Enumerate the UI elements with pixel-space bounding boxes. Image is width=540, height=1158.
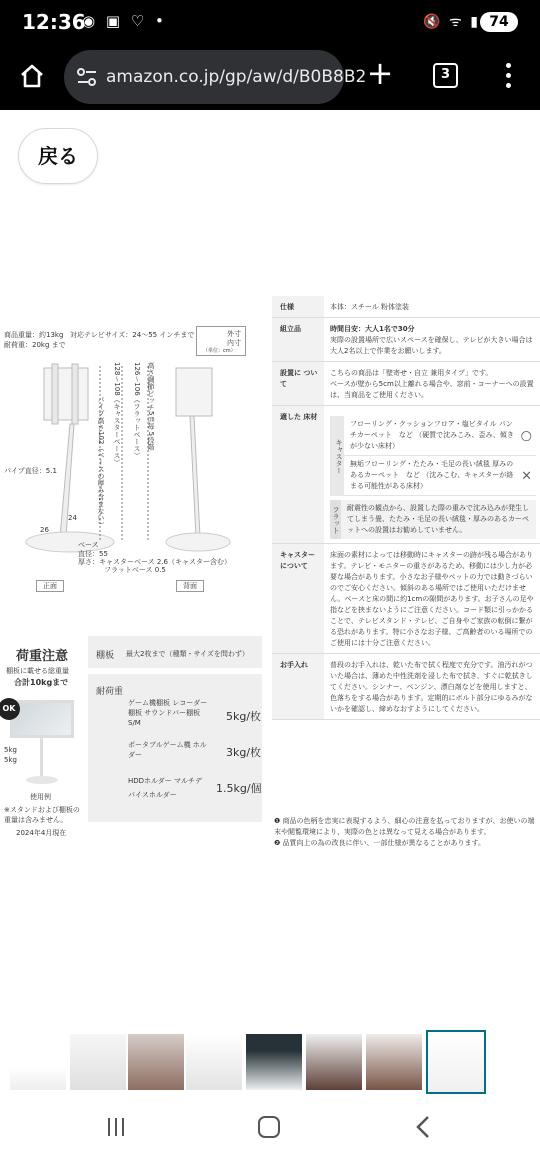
product-image[interactable] (0, 292, 540, 852)
shelf-value: 最大2枚まで（種類・サイズを問わず） (126, 650, 249, 658)
caster-item-text: フローリング・クッションフロア・塩ビタイル パンチカーペット など （硬質で沈みこみ、歪み、傾き が少ない床材） (350, 420, 514, 450)
load-total: 合計10kgまで (14, 678, 69, 687)
pipe-height-text: パイプ高さ102（ベースの厚み含まない） (97, 396, 105, 529)
clock: 12:36 (22, 10, 86, 34)
weight-item-text: ゲーム機棚板 レコーダー棚板 サウンドバー棚板S/M (128, 699, 208, 727)
legend-inner: 内寸 (227, 339, 241, 347)
thumbnail-selected[interactable] (426, 1030, 486, 1094)
spec-value: 床面の素材によっては移動時にキャスターの跡が残る場合があります。テレビ・モニターの重さがあるため、移動には少し力が必要な場合があります。小さなお子様やペットの力では動きづらいのでご安心ください。傾斜のある場所ではご使用いただけません。ベースと床の間に約1cmの隙間があります。お子さんの足や指などを挟まないようにご注意ください。コード類に引っかかることで、テレビスタンド・テレビ、ご自身やご家族の転倒に繋がる恐れがあります。特に小さなお子様、ご高齢者のいる場所でのご使用には十分ご注意ください。 (330, 551, 534, 647)
spec-value-main: こちらの商品は「壁寄せ・自立 兼用タイプ」です。 (330, 369, 493, 377)
front-label: 正面 (36, 580, 64, 592)
weight-item-text: HDDホルダー マルチデバイスホルダー (128, 777, 202, 799)
thumbnail[interactable] (10, 1034, 66, 1090)
tab-switcher-button[interactable]: 3 (433, 63, 458, 88)
thumbnail[interactable] (366, 1034, 422, 1090)
spec-value: 普段のお手入れは、乾いた布で拭く程度で充分です。油汚れがついた場合は、薄めた中性洗剤を浸した布で拭き、すぐに乾拭きしてください。シンナー、ベンジン、漂白剤などを使用しますと、色落ちをする場合があります。定期的にボルト部分にゆるみがないかを確認し、締めなおすようにしてください。 (330, 661, 533, 713)
note: ❶ 商品の色柄を忠実に表現するよう、細心の注意を払っておりますが、お使いの端末や閲覧環境により、実際の色とは異なって見える場合があります。 (274, 817, 535, 836)
weight-panel (88, 674, 262, 822)
caster-item (344, 456, 536, 496)
circle-mark-icon: ○ (520, 428, 532, 443)
caster-label: キャスター (330, 416, 344, 496)
spec-value (324, 362, 540, 405)
weight-text: 商品重量：約13kg (4, 331, 64, 339)
overflow-menu-icon[interactable] (498, 60, 518, 92)
spec-row (272, 296, 540, 318)
spec-value-detail: 実際の設置場所で広いスペースを確保し、テレビが大きい場合は大人2名以上で作業をお願いします。 (330, 336, 533, 355)
weight-label: 耐荷重 (96, 687, 124, 697)
stand-base (26, 776, 58, 784)
spec-value-detail: ベースが壁から5cm以上離れる場合や、窓前・コーナーへの設置は、当商品をご使用ください。 (330, 380, 534, 399)
back-arrow-icon[interactable] (414, 1114, 432, 1140)
note: ❷ 品質向上の為の改良に伴い、一部仕様が異なることがあります。 (274, 839, 485, 847)
thumbnail[interactable] (186, 1034, 242, 1090)
caster-item (344, 416, 536, 456)
spec-row (272, 654, 540, 720)
spec-value: 本体：スチール 粉体塗装 (330, 303, 409, 311)
flat-text: 耐震性の観点から、設置した際の重みで沈み込みが発生してしまう畳、たたみ・毛足の長い絨毯・厚みのあるカーペットへの設置はお勧めしていません。 (347, 504, 529, 534)
thickness-caster: 厚さ：キャスターベース 2.6（キャスター含む） (78, 558, 232, 566)
browser-toolbar (0, 44, 540, 110)
thumbnail[interactable] (70, 1034, 126, 1090)
new-tab-icon[interactable]: + (366, 54, 394, 92)
ok-badge: OK (0, 698, 20, 720)
unit-legend (196, 326, 246, 356)
cross-mark-icon: × (521, 468, 532, 483)
pipe-diameter-text: パイプ直径：5.1 (4, 467, 57, 475)
spec-value-bold: 時間目安：大人1名で30分 (330, 325, 415, 333)
spec-value (324, 318, 540, 361)
pitch-text: 高さ調節ピッチ5㎝毎 5段階 (147, 362, 155, 451)
spec-row-floor (272, 406, 540, 544)
thickness-flat: フラットベース 0.5 (104, 566, 166, 574)
caster-box (330, 416, 536, 496)
home-icon[interactable] (18, 62, 46, 90)
flat-box (330, 500, 536, 539)
kg-label: 5kg (4, 756, 17, 764)
status-bar (0, 0, 540, 44)
spec-table (272, 296, 540, 720)
shelf-panel (88, 636, 262, 668)
back-button[interactable]: 戻る (18, 128, 98, 184)
spec-value (324, 406, 540, 543)
thumbnail[interactable] (128, 1034, 184, 1090)
footnote: ※スタンドおよび棚板の重量は含みません。 (4, 806, 80, 824)
spec-key: 適した 床材 (272, 406, 324, 543)
load-subtitle: 棚板に載せる総重量 (6, 667, 69, 675)
spec-row (272, 362, 540, 406)
dim-24: 24 (68, 514, 77, 522)
kg-label: 5kg (4, 746, 17, 754)
caster-items (344, 416, 536, 496)
load-panel (0, 642, 268, 842)
example-label: 使用例 (30, 793, 51, 801)
weight-item-text: ポータブルゲーム機 ホルダー (128, 741, 207, 759)
battery-icon: 74 (480, 12, 518, 32)
spec-key: お手入れ (272, 654, 324, 719)
system-nav-bar (0, 1100, 540, 1158)
notification-icons: ◉ ▣ ♡ • (82, 12, 167, 30)
spec-row (272, 318, 540, 362)
back-label: 背面 (176, 580, 204, 592)
spec-key: 仕様 (272, 296, 324, 317)
legend-outer: 外寸 (227, 330, 241, 338)
shelf-label: 棚板 (96, 651, 115, 661)
url-text[interactable]: amazon.co.jp/gp/aw/d/B0B8B2 (106, 67, 367, 87)
height-flat: 126～106（フラットベース） (133, 362, 141, 459)
date-note: 2024年4月現在 (16, 829, 67, 837)
height-caster: 128～108（キャスターベース） (113, 362, 121, 466)
spec-key: 設置に ついて (272, 362, 324, 405)
weight-item-value: 3kg/枚 (226, 746, 262, 759)
weight-item-value: 1.5kg/個 (216, 782, 262, 795)
dim-26: 26 (40, 526, 49, 534)
site-settings-icon[interactable] (76, 67, 98, 87)
recent-apps-icon[interactable] (108, 1118, 130, 1138)
image-thumbnail-strip (0, 1028, 540, 1100)
caster-item-text: 無垢フローリング・たたみ・毛足の長い絨毯 厚みのあるカーペット など （沈みこむ、キャスターが絡まる可能性がある床材） (350, 460, 514, 490)
stand-pole (40, 738, 43, 778)
base-label: ベース (78, 541, 99, 549)
base-diameter: 直径：55 (78, 550, 108, 558)
address-bar[interactable] (64, 50, 367, 104)
home-button-icon[interactable] (258, 1116, 280, 1138)
flat-label: フラット (330, 500, 341, 539)
thumbnail[interactable] (306, 1034, 362, 1090)
tv-size-text: 対応テレビサイズ：24～55 インチまで (70, 331, 195, 339)
spec-key: キャスター について (272, 544, 324, 653)
weight-item-value: 5kg/枚 (226, 710, 262, 723)
load-title: 荷重注意 (16, 649, 69, 664)
signal-icons: 🔇 ᯤ ▮ (423, 14, 480, 30)
legend-unit: （単位：cm） (203, 348, 236, 354)
thumbnail[interactable] (246, 1034, 302, 1090)
spec-key: 組立品 (272, 318, 324, 361)
notes (274, 816, 540, 849)
spec-row (272, 544, 540, 654)
load-limit-text: 耐荷重：20kg まで (4, 341, 66, 349)
